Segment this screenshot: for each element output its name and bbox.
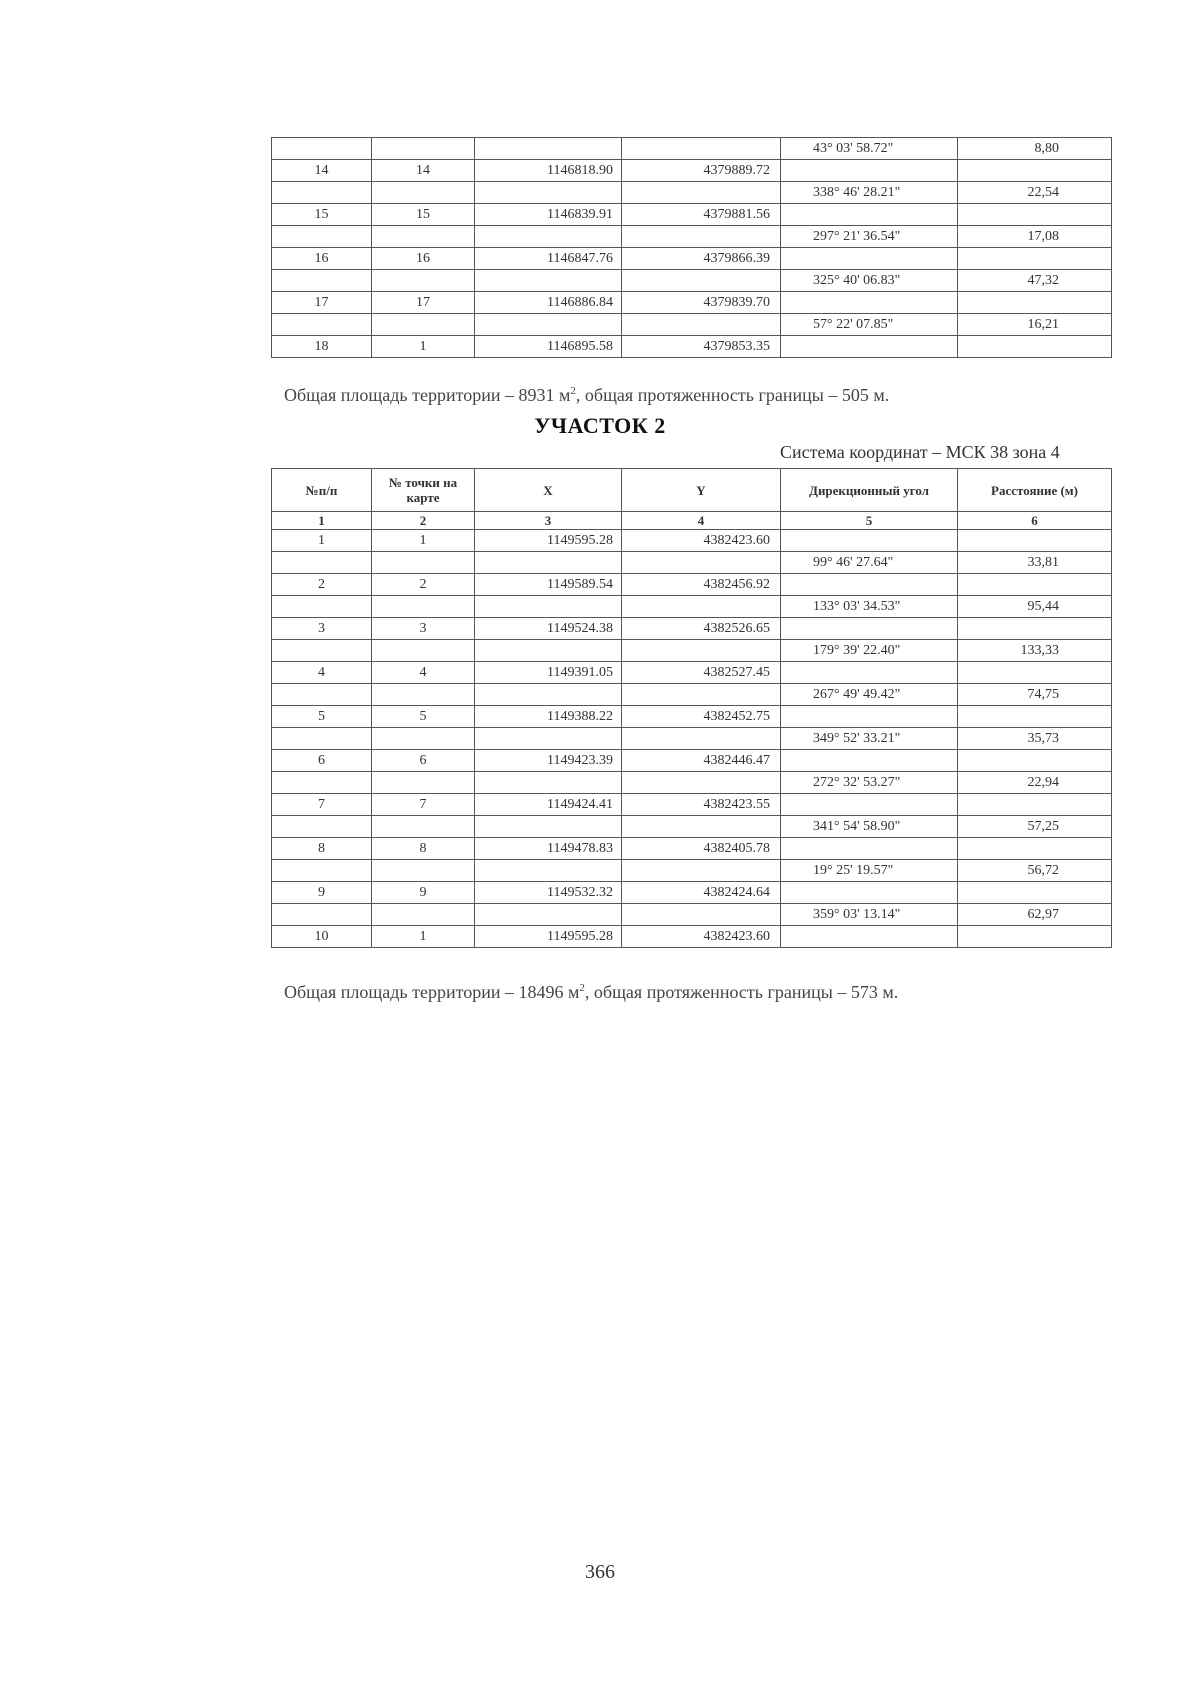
header-cell-y: Y <box>622 469 781 512</box>
direction-angle-cell <box>781 160 958 182</box>
table-row <box>272 336 1112 358</box>
x-coordinate-cell: 1146886.84 <box>475 292 622 314</box>
y-coordinate-cell: 4382452.75 <box>622 706 781 728</box>
x-coordinate-cell: 1149524.38 <box>475 618 622 640</box>
point-number-cell: 6 <box>372 750 475 772</box>
distance-cell <box>958 618 1112 640</box>
y-coordinate-cell <box>622 270 781 292</box>
area-summary-2 <box>284 982 1144 1003</box>
section-title: УЧАСТОК 2 <box>534 413 666 438</box>
point-number-cell: 16 <box>372 248 475 270</box>
direction-angle-cell: 272° 32' 53.27" <box>781 772 958 794</box>
distance-cell <box>958 926 1112 948</box>
coordinates-table-section-2 <box>271 468 1112 948</box>
direction-angle-cell <box>781 574 958 596</box>
table-row <box>272 860 1112 882</box>
x-coordinate-cell <box>475 684 622 706</box>
distance-cell <box>958 204 1112 226</box>
column-number: 4 <box>622 512 781 530</box>
column-number: 2 <box>372 512 475 530</box>
point-number-cell <box>372 860 475 882</box>
point-number-cell: 15 <box>372 204 475 226</box>
direction-angle-cell: 133° 03' 34.53" <box>781 596 958 618</box>
summary-superscript: 2 <box>579 982 585 994</box>
point-number-cell <box>372 816 475 838</box>
distance-cell <box>958 248 1112 270</box>
direction-angle-cell: 57° 22' 07.85" <box>781 314 958 336</box>
point-number-cell <box>372 640 475 662</box>
direction-angle-cell <box>781 926 958 948</box>
distance-cell: 22,54 <box>958 182 1112 204</box>
y-coordinate-cell <box>622 138 781 160</box>
x-coordinate-cell: 1146895.58 <box>475 336 622 358</box>
table-body <box>272 530 1112 948</box>
distance-cell: 22,94 <box>958 772 1112 794</box>
distance-cell: 47,32 <box>958 270 1112 292</box>
distance-cell: 16,21 <box>958 314 1112 336</box>
summary-tail: , общая протяженность границы – 573 м. <box>584 982 899 1002</box>
y-coordinate-cell: 4379853.35 <box>622 336 781 358</box>
x-coordinate-cell <box>475 138 622 160</box>
x-coordinate-cell: 1146847.76 <box>475 248 622 270</box>
x-coordinate-cell: 1146818.90 <box>475 160 622 182</box>
table-row <box>272 270 1112 292</box>
row-index-cell <box>272 138 372 160</box>
y-coordinate-cell: 4379881.56 <box>622 204 781 226</box>
distance-cell <box>958 706 1112 728</box>
y-coordinate-cell <box>622 314 781 336</box>
direction-angle-cell <box>781 618 958 640</box>
row-index-cell: 14 <box>272 160 372 182</box>
x-coordinate-cell <box>475 860 622 882</box>
header-cell-distance: Расстояние (м) <box>958 469 1112 512</box>
table-row <box>272 926 1112 948</box>
direction-angle-cell: 349° 52' 33.21" <box>781 728 958 750</box>
row-index-cell: 4 <box>272 662 372 684</box>
y-coordinate-cell <box>622 182 781 204</box>
direction-angle-cell <box>781 204 958 226</box>
y-coordinate-cell <box>622 772 781 794</box>
direction-angle-cell <box>781 530 958 552</box>
table-row <box>272 552 1112 574</box>
x-coordinate-cell <box>475 640 622 662</box>
distance-cell: 74,75 <box>958 684 1112 706</box>
table-row <box>272 882 1112 904</box>
y-coordinate-cell: 4382526.65 <box>622 618 781 640</box>
row-index-cell <box>272 270 372 292</box>
point-number-cell: 8 <box>372 838 475 860</box>
direction-angle-cell: 359° 03' 13.14" <box>781 904 958 926</box>
distance-cell: 62,97 <box>958 904 1112 926</box>
point-number-cell <box>372 904 475 926</box>
row-index-cell: 1 <box>272 530 372 552</box>
distance-cell: 35,73 <box>958 728 1112 750</box>
table-row <box>272 138 1112 160</box>
point-number-cell <box>372 728 475 750</box>
row-index-cell <box>272 860 372 882</box>
row-index-cell: 3 <box>272 618 372 640</box>
x-coordinate-cell: 1149424.41 <box>475 794 622 816</box>
distance-cell <box>958 574 1112 596</box>
direction-angle-cell <box>781 706 958 728</box>
row-index-cell: 9 <box>272 882 372 904</box>
point-number-cell: 17 <box>372 292 475 314</box>
point-number-cell: 3 <box>372 618 475 640</box>
y-coordinate-cell: 4382405.78 <box>622 838 781 860</box>
point-number-cell: 2 <box>372 574 475 596</box>
y-coordinate-cell: 4382527.45 <box>622 662 781 684</box>
direction-angle-cell <box>781 662 958 684</box>
x-coordinate-cell: 1149595.28 <box>475 926 622 948</box>
header-cell-point: № точки на карте <box>372 469 475 512</box>
y-coordinate-cell <box>622 640 781 662</box>
y-coordinate-cell: 4382456.92 <box>622 574 781 596</box>
y-coordinate-cell <box>622 860 781 882</box>
summary-tail: , общая протяженность границы – 505 м. <box>575 385 890 405</box>
direction-angle-cell <box>781 882 958 904</box>
direction-angle-cell: 325° 40' 06.83" <box>781 270 958 292</box>
table-body <box>272 138 1112 358</box>
summary-superscript: 2 <box>570 385 576 397</box>
header-row <box>272 469 1112 512</box>
row-index-cell: 5 <box>272 706 372 728</box>
row-index-cell <box>272 772 372 794</box>
distance-cell <box>958 292 1112 314</box>
direction-angle-cell <box>781 750 958 772</box>
distance-cell: 17,08 <box>958 226 1112 248</box>
point-number-cell <box>372 182 475 204</box>
x-coordinate-cell: 1149388.22 <box>475 706 622 728</box>
direction-angle-cell <box>781 794 958 816</box>
direction-angle-cell: 297° 21' 36.54" <box>781 226 958 248</box>
area-summary-1 <box>284 385 1144 406</box>
table-row <box>272 772 1112 794</box>
table-row <box>272 226 1112 248</box>
table-row <box>272 706 1112 728</box>
direction-angle-cell <box>781 838 958 860</box>
table-row <box>272 662 1112 684</box>
y-coordinate-cell <box>622 684 781 706</box>
table-row <box>272 684 1112 706</box>
direction-angle-cell: 99° 46' 27.64" <box>781 552 958 574</box>
y-coordinate-cell: 4382423.60 <box>622 530 781 552</box>
point-number-cell <box>372 270 475 292</box>
table-row <box>272 182 1112 204</box>
distance-cell <box>958 336 1112 358</box>
point-number-cell <box>372 138 475 160</box>
column-number: 3 <box>475 512 622 530</box>
table-row <box>272 530 1112 552</box>
x-coordinate-cell <box>475 270 622 292</box>
header-cell-index: №п/п <box>272 469 372 512</box>
point-number-cell: 1 <box>372 530 475 552</box>
point-number-cell: 1 <box>372 926 475 948</box>
y-coordinate-cell: 4379866.39 <box>622 248 781 270</box>
table-row <box>272 292 1112 314</box>
x-coordinate-cell: 1149595.28 <box>475 530 622 552</box>
distance-cell <box>958 882 1112 904</box>
column-number: 6 <box>958 512 1112 530</box>
x-coordinate-cell: 1149391.05 <box>475 662 622 684</box>
table-row <box>272 618 1112 640</box>
x-coordinate-cell <box>475 904 622 926</box>
row-index-cell: 7 <box>272 794 372 816</box>
row-index-cell: 8 <box>272 838 372 860</box>
direction-angle-cell: 338° 46' 28.21" <box>781 182 958 204</box>
table-row <box>272 640 1112 662</box>
x-coordinate-cell <box>475 728 622 750</box>
page-number: 366 <box>585 1561 615 1583</box>
y-coordinate-cell <box>622 596 781 618</box>
direction-angle-cell: 179° 39' 22.40" <box>781 640 958 662</box>
distance-cell: 8,80 <box>958 138 1112 160</box>
table-row <box>272 794 1112 816</box>
row-index-cell <box>272 640 372 662</box>
x-coordinate-cell <box>475 772 622 794</box>
table-row <box>272 838 1112 860</box>
direction-angle-cell <box>781 292 958 314</box>
point-number-cell: 9 <box>372 882 475 904</box>
row-index-cell <box>272 314 372 336</box>
y-coordinate-cell: 4382423.60 <box>622 926 781 948</box>
row-index-cell <box>272 816 372 838</box>
distance-cell <box>958 160 1112 182</box>
x-coordinate-cell <box>475 816 622 838</box>
x-coordinate-cell <box>475 182 622 204</box>
row-index-cell: 6 <box>272 750 372 772</box>
point-number-cell: 7 <box>372 794 475 816</box>
point-number-cell <box>372 226 475 248</box>
y-coordinate-cell <box>622 904 781 926</box>
summary-text: Общая площадь территории – 18496 м <box>284 982 580 1002</box>
point-number-cell: 4 <box>372 662 475 684</box>
row-index-cell <box>272 904 372 926</box>
x-coordinate-cell <box>475 596 622 618</box>
table-row <box>272 750 1112 772</box>
row-index-cell <box>272 182 372 204</box>
table-row <box>272 204 1112 226</box>
summary-text: Общая площадь территории – 8931 м <box>284 385 571 405</box>
column-number: 1 <box>272 512 372 530</box>
direction-angle-cell: 267° 49' 49.42" <box>781 684 958 706</box>
row-index-cell <box>272 226 372 248</box>
distance-cell <box>958 662 1112 684</box>
header-cell-x: X <box>475 469 622 512</box>
point-number-cell <box>372 684 475 706</box>
table-row <box>272 596 1112 618</box>
header-cell-angle: Дирекционный угол <box>781 469 958 512</box>
point-number-cell <box>372 552 475 574</box>
x-coordinate-cell: 1149532.32 <box>475 882 622 904</box>
x-coordinate-cell: 1149423.39 <box>475 750 622 772</box>
x-coordinate-cell <box>475 314 622 336</box>
y-coordinate-cell <box>622 816 781 838</box>
row-index-cell: 16 <box>272 248 372 270</box>
distance-cell <box>958 838 1112 860</box>
point-number-cell <box>372 772 475 794</box>
direction-angle-cell: 19° 25' 19.57" <box>781 860 958 882</box>
coordinates-table-continued <box>271 137 1112 358</box>
direction-angle-cell <box>781 248 958 270</box>
distance-cell: 57,25 <box>958 816 1112 838</box>
x-coordinate-cell: 1149589.54 <box>475 574 622 596</box>
direction-angle-cell <box>781 336 958 358</box>
direction-angle-cell: 43° 03' 58.72" <box>781 138 958 160</box>
table-row <box>272 248 1112 270</box>
distance-cell: 95,44 <box>958 596 1112 618</box>
point-number-cell <box>372 596 475 618</box>
y-coordinate-cell: 4382446.47 <box>622 750 781 772</box>
x-coordinate-cell: 1146839.91 <box>475 204 622 226</box>
row-index-cell: 17 <box>272 292 372 314</box>
y-coordinate-cell: 4382424.64 <box>622 882 781 904</box>
y-coordinate-cell: 4379839.70 <box>622 292 781 314</box>
row-index-cell <box>272 728 372 750</box>
distance-cell <box>958 750 1112 772</box>
point-number-cell: 5 <box>372 706 475 728</box>
distance-cell: 133,33 <box>958 640 1112 662</box>
point-number-cell: 1 <box>372 336 475 358</box>
table-row <box>272 816 1112 838</box>
distance-cell <box>958 530 1112 552</box>
row-index-cell <box>272 552 372 574</box>
y-coordinate-cell <box>622 226 781 248</box>
row-index-cell <box>272 684 372 706</box>
point-number-cell <box>372 314 475 336</box>
row-index-cell: 18 <box>272 336 372 358</box>
y-coordinate-cell: 4379889.72 <box>622 160 781 182</box>
y-coordinate-cell: 4382423.55 <box>622 794 781 816</box>
point-number-cell: 14 <box>372 160 475 182</box>
table-row <box>272 728 1112 750</box>
y-coordinate-cell <box>622 552 781 574</box>
row-index-cell <box>272 596 372 618</box>
column-number-row <box>272 512 1112 530</box>
row-index-cell: 15 <box>272 204 372 226</box>
row-index-cell: 10 <box>272 926 372 948</box>
direction-angle-cell: 341° 54' 58.90" <box>781 816 958 838</box>
distance-cell <box>958 794 1112 816</box>
x-coordinate-cell: 1149478.83 <box>475 838 622 860</box>
coordinate-system-label: Система координат – МСК 38 зона 4 <box>780 442 1060 462</box>
table-row <box>272 314 1112 336</box>
column-number: 5 <box>781 512 958 530</box>
distance-cell: 33,81 <box>958 552 1112 574</box>
table-row <box>272 574 1112 596</box>
table-row <box>272 904 1112 926</box>
table-row <box>272 160 1112 182</box>
x-coordinate-cell <box>475 552 622 574</box>
row-index-cell: 2 <box>272 574 372 596</box>
x-coordinate-cell <box>475 226 622 248</box>
distance-cell: 56,72 <box>958 860 1112 882</box>
y-coordinate-cell <box>622 728 781 750</box>
